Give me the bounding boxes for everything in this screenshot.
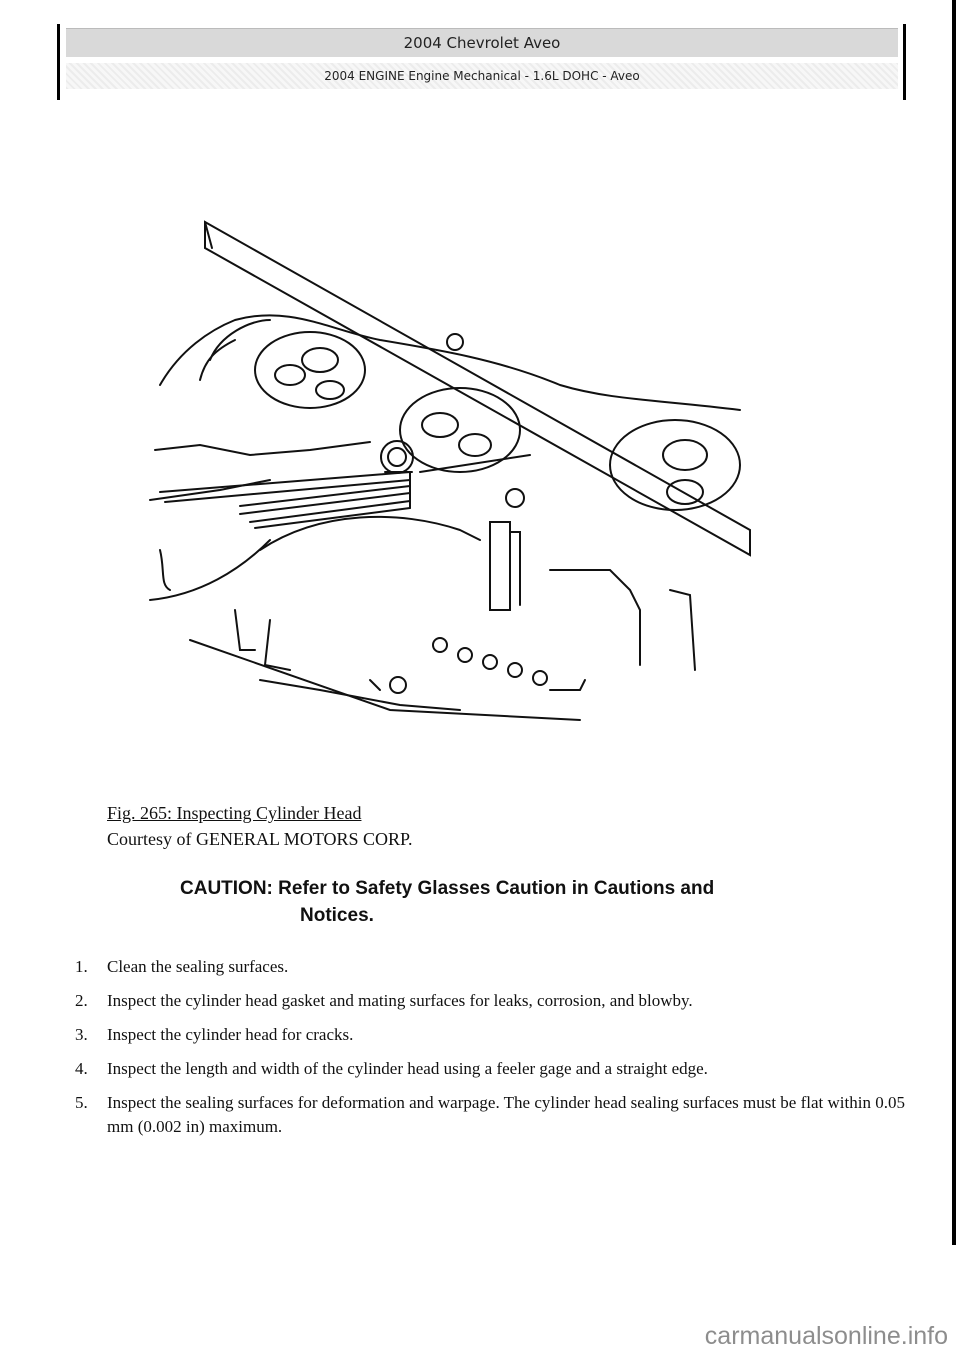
step-number: 5. [75, 1093, 88, 1112]
step-number: 1. [75, 957, 88, 976]
step-item [75, 1057, 905, 1081]
figure-courtesy: Courtesy of GENERAL MOTORS CORP. [107, 829, 413, 849]
caution-line-1: CAUTION: Refer to Safety Glasses Caution in Cautions and [180, 878, 715, 899]
caution-line-2: Notices. [300, 905, 374, 926]
step-text: Clean the sealing surfaces. [107, 957, 289, 976]
page-right-edge [952, 0, 956, 1245]
frame-left-bar [57, 24, 60, 100]
step-text: Inspect the sealing surfaces for deformation and warpage. The cylinder head sealing surfaces must be flat within 0.05 mm (0.002 in) maximum. [107, 1093, 905, 1136]
step-number: 2. [75, 991, 88, 1010]
step-text: Inspect the length and width of the cylinder head using a feeler gage and a straight edge. [107, 1059, 708, 1078]
step-text: Inspect the cylinder head gasket and mating surfaces for leaks, corrosion, and blowby. [107, 991, 693, 1010]
figure-caption [107, 800, 413, 852]
header-title: 2004 Chevrolet Aveo [66, 28, 898, 57]
procedure-steps [75, 955, 905, 1149]
cylinder-head-illustration [140, 210, 760, 730]
step-number: 3. [75, 1025, 88, 1044]
header-subtitle: 2004 ENGINE Engine Mechanical - 1.6L DOHC - Aveo [66, 63, 898, 89]
figure-title: Fig. 265: Inspecting Cylinder Head [107, 803, 362, 823]
step-item [75, 1023, 905, 1047]
step-item [75, 989, 905, 1013]
step-item [75, 955, 905, 979]
step-text: Inspect the cylinder head for cracks. [107, 1025, 354, 1044]
step-item [75, 1091, 905, 1139]
caution-note [180, 875, 840, 929]
watermark: carmanualsonline.info [704, 1322, 948, 1350]
page-header [66, 28, 898, 89]
step-number: 4. [75, 1059, 88, 1078]
frame-right-bar [903, 24, 906, 100]
